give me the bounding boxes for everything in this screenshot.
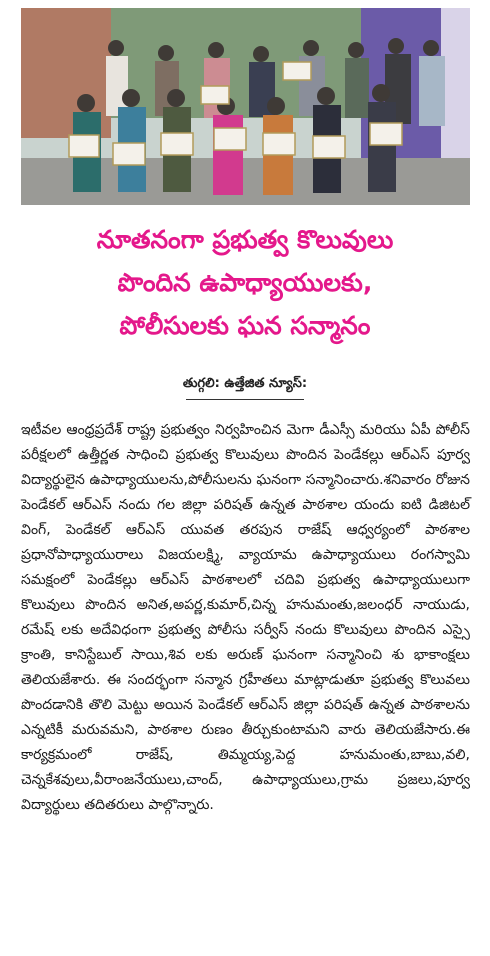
group-photo [21, 8, 470, 205]
byline-divider [186, 399, 304, 400]
headline-line-2: పొందిన ఉపాధ్యాయులకు, [117, 268, 373, 297]
headline [0, 218, 490, 347]
article-body: ఇటీవల ఆంధ్రప్రదేశ్ రాష్ట్ర ప్రభుత్వం నిర్వహించిన మెగా డీఎస్సీ మరియు ఏపీ పోలీస్ పరీక్షలలో ఉత్తీర్ణత సాధించి ప్రభుత్వ కొలువులు పొందిన పెండేకల్లు ఆర్ఎస్ పూర్వ విద్యార్థులైన ఉపాధ్యాయులను,పోలీసులను ఘనంగా సన్మానించారు.శనివారం రోజున పెండేకల్ ఆర్ఎస్ నందు గల జిల్లా పరిషత్ ఉన్నత పాఠశాల యందు ఐటి డిజిటల్ వింగ్, పెండేకల్ ఆర్ఎస్ యువత తరపున రాజేష్ ఆధ్వర్యంలో పాఠశాల ప్రధానోపాధ్యాయురాలు విజయలక్ష్మి, వ్యాయామ ఉపాధ్యాయులు రంగస్వామి సమక్షంలో పెండేకల్లు ఆర్ఎస్ పాఠశాలలో చదివి ప్రభుత్వ ఉపాధ్యాయులుగా కొలువులు పొందిన అనిత,అపర్ణ,కుమార్,చిన్న హనుమంతు,జలంధర్ నాయుడు, రమేష్ లకు అదేవిధంగా ప్రభుత్వ పోలీసు సర్వీస్ నందు కొలువులు పొందిన ఎస్సై క్రాంతి, కానిస్టేబుల్ సాయి,శివ లకు అరుణ్ ఘనంగా సన్మానించి శు భాకాంక్షలు తెలియజేశారు. ఈ సందర్భంగా సన్మాన గ్రహీతలు మాట్లాడుతూ ప్రభుత్వ కొలువలు పొందడానికి తొలి మెట్టు అయిన పెండేకల్ ఆర్ఎస్ జిల్లా పరిషత్ ఉన్నత పాఠశాలను ఎన్నటికీ మరువమని, పాఠశాల రుణం తీర్చుకుంటామని వారు తెలియజేసారు.ఈ కార్యక్రమంలో రాజేష్, తిమ్మయ్య,పెద్ద హనుమంతు,బాబు,వలి, చెన్నకేశవులు,వీరాంజనేయులు,చాంద్, ఉపాధ్యాయులు,గ్రామ ప్రజలు,పూర్వ విద్యార్థులు తదితరులు పాల్గొన్నారు. [21, 422, 470, 813]
headline-line-1: నూతనంగా ప్రభుత్వ కొలువులు [96, 225, 394, 254]
headline-line-3: పోలీసులకు ఘన సన్మానం [119, 311, 371, 340]
byline: తుగ్గలి: ఉత్తేజిత న్యూస్: [182, 376, 308, 391]
group-photo-illustration [21, 8, 470, 205]
